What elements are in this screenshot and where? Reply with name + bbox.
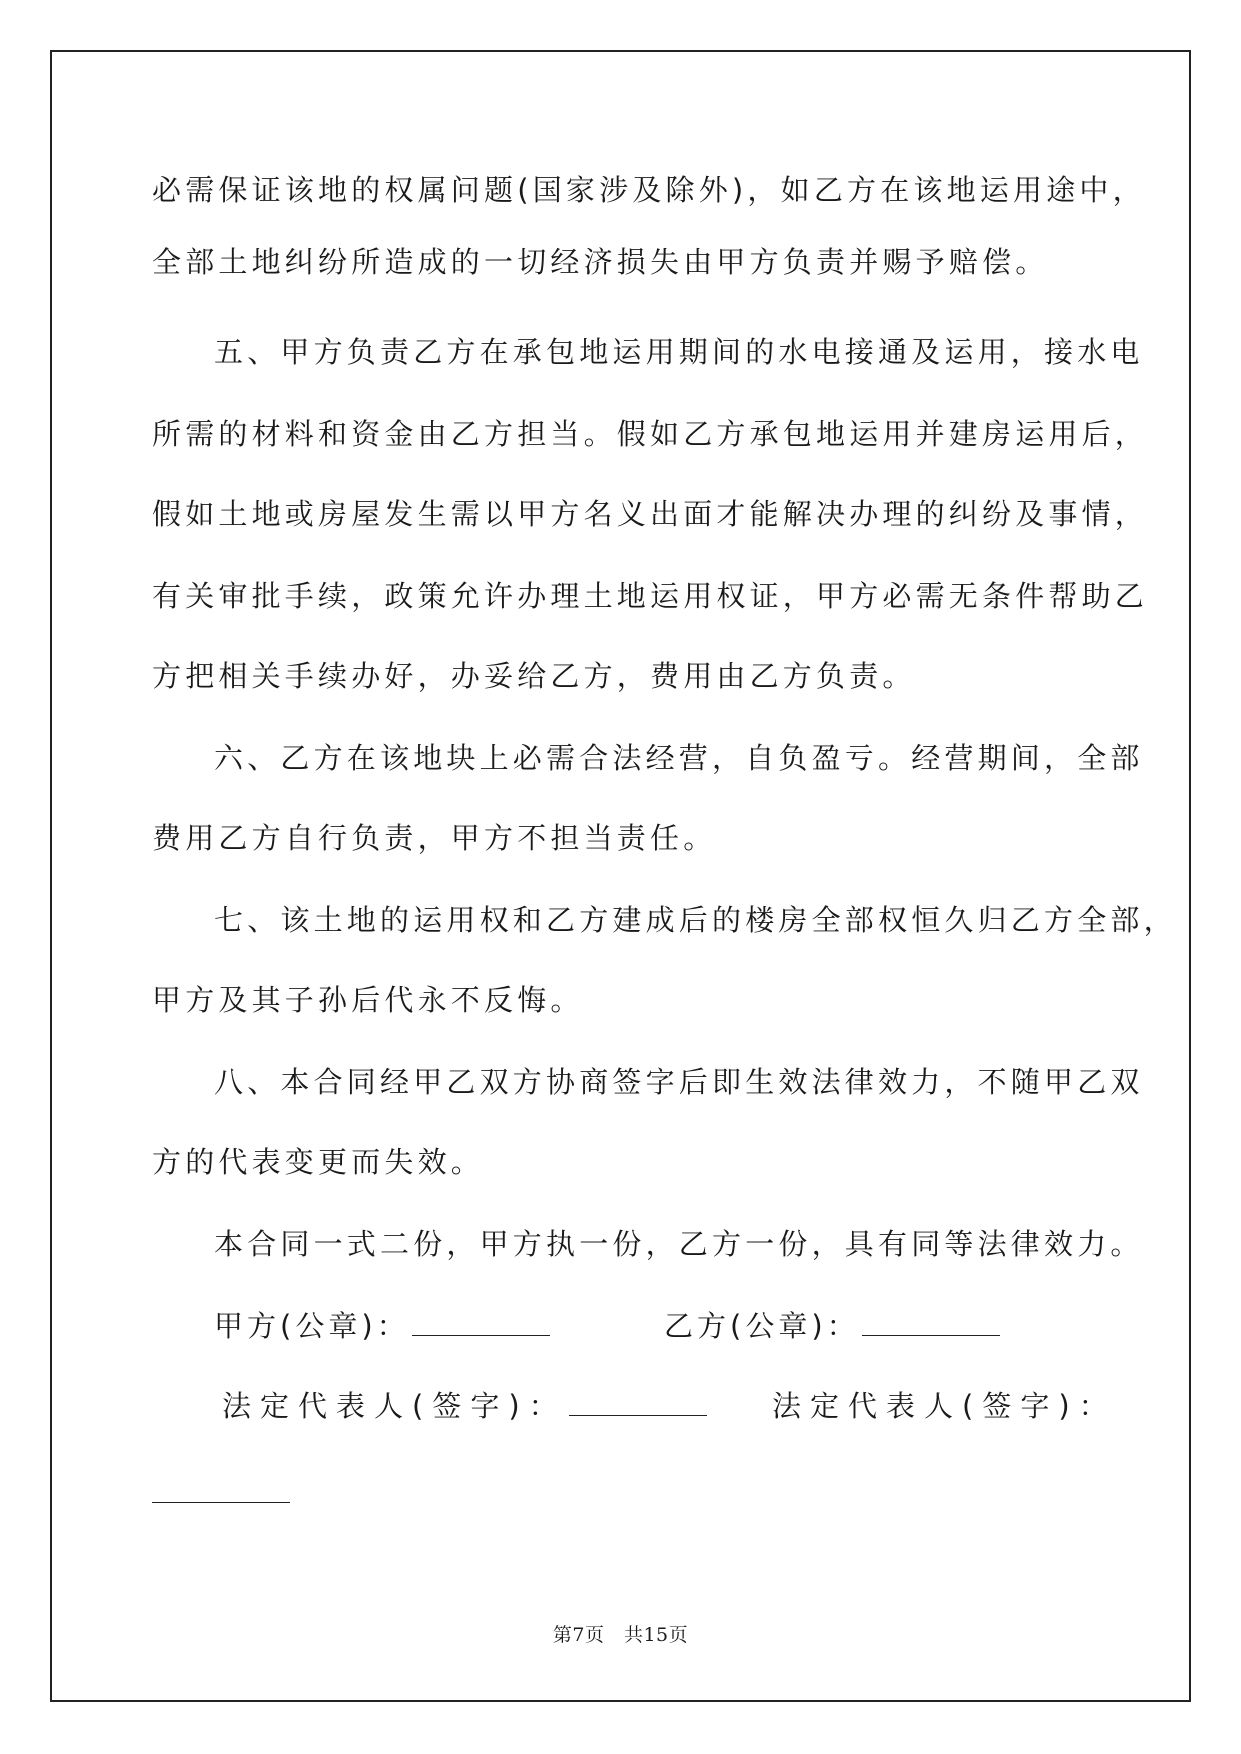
paragraph-line: 甲方及其子孙后代永不反悔。 [152, 983, 584, 1017]
party-b-representative [772, 1388, 1117, 1424]
party-b-rep-blank [152, 1502, 290, 1503]
paragraph-line: 必需保证该地的权属问题(国家涉及除外)，如乙方在该地运用途中， [152, 173, 1146, 207]
party-b-seal-blank [862, 1309, 1000, 1336]
paragraph-line: 所需的材料和资金由乙方担当。假如乙方承包地运用并建房运用后， [152, 417, 1149, 451]
party-b-seal [664, 1308, 1000, 1344]
party-a-rep-blank [569, 1389, 707, 1416]
paragraph-line: 费用乙方自行负责，甲方不担当责任。 [152, 821, 717, 855]
clause-six: 六、乙方在该地块上必需合法经营，自负盈亏。经营期间，全部 [214, 741, 1144, 775]
party-b-seal-label: 乙方(公章)： [664, 1309, 860, 1343]
page-border [50, 50, 1191, 1702]
party-a-rep-label: 法定代表人(签字)： [222, 1389, 567, 1423]
clause-seven: 七、该土地的运用权和乙方建成后的楼房全部权恒久归乙方全部， [214, 903, 1177, 937]
party-a-representative [222, 1388, 707, 1424]
copies-clause: 本合同一式二份，甲方执一份，乙方一份，具有同等法律效力。 [214, 1227, 1144, 1261]
party-a-seal-blank [412, 1309, 550, 1336]
paragraph-line: 假如土地或房屋发生需以甲方名义出面才能解决办理的纠纷及事情， [152, 497, 1149, 531]
party-b-rep-label: 法定代表人(签字)： [772, 1389, 1117, 1423]
paragraph-line: 有关审批手续，政策允许办理土地运用权证，甲方必需无条件帮助乙 [152, 579, 1149, 613]
paragraph-line: 方把相关手续办好，办妥给乙方，费用由乙方负责。 [152, 659, 916, 693]
party-a-seal-label: 甲方(公章)： [214, 1309, 410, 1343]
paragraph-line: 全部土地纠纷所造成的一切经济损失由甲方负责并赐予赔偿。 [152, 245, 1049, 279]
paragraph-line: 方的代表变更而失效。 [152, 1145, 485, 1179]
clause-five: 五、甲方负责乙方在承包地运用期间的水电接通及运用，接水电 [214, 335, 1144, 369]
party-a-seal [214, 1308, 550, 1344]
clause-eight: 八、本合同经甲乙双方协商签字后即生效法律效力，不随甲乙双 [214, 1065, 1144, 1099]
page-number: 第7页 共15页 [552, 1624, 689, 1646]
